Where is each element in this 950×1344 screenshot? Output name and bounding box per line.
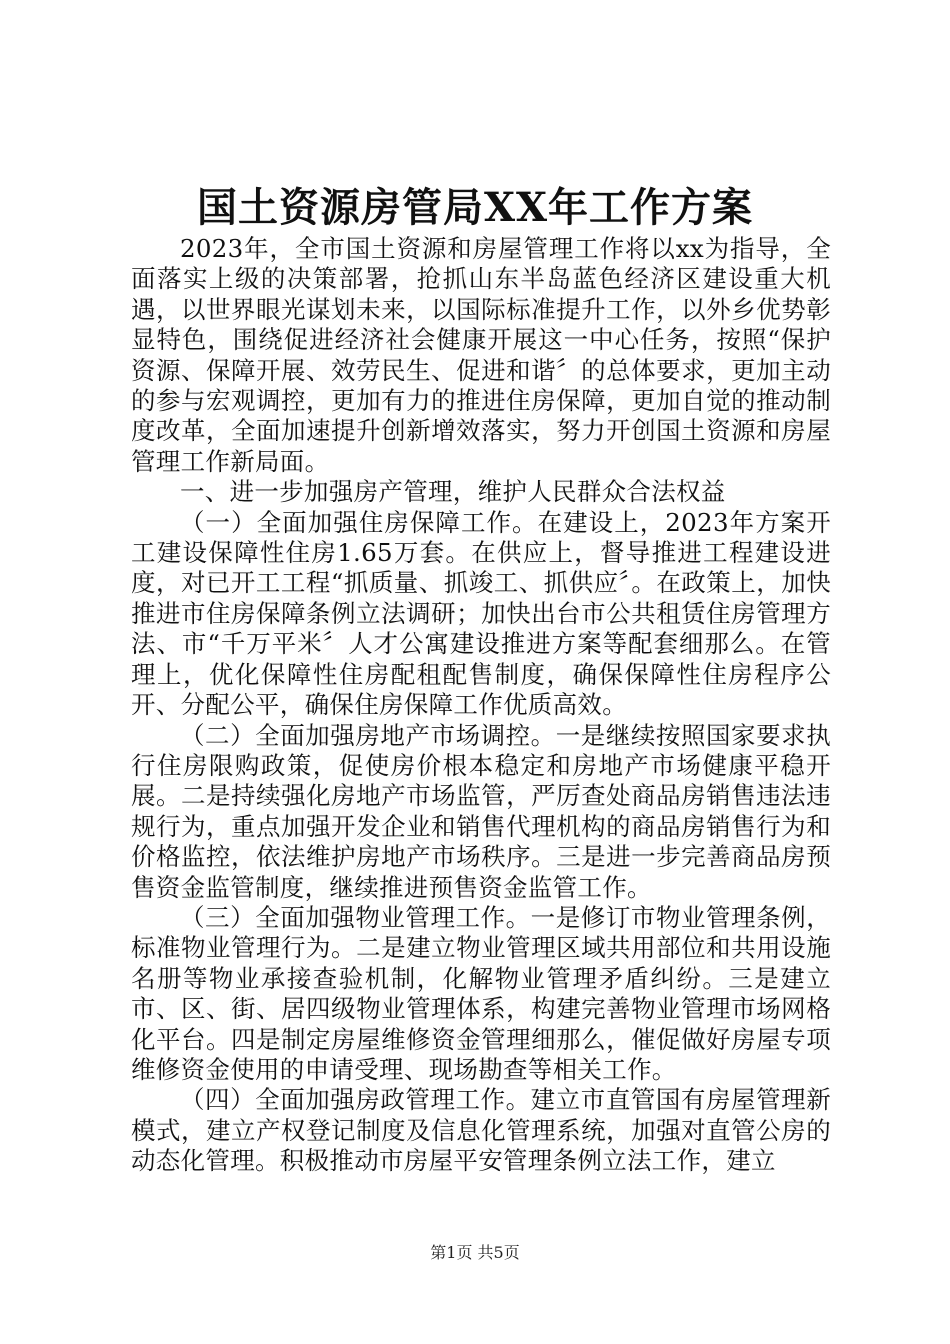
document-title: 国土资源房管局XX年工作方案 [196, 184, 754, 231]
page-number: 第1页 共5页 [430, 1243, 520, 1262]
paragraph-intro: 2023年，全市国土资源和房屋管理工作将以xx为指导，全面落实上级的决策部署，抢抓山东半岛蓝色经济区建设重大机遇，以世界眼光谋划未来，以国际标准提升工作，以外乡优势彰显特色，围绕促进经济社会健康开展这一中心任务，按照“保护资源、保障开展、效劳民生、促进和谐〞的总体要求，更加主动的参与宏观调控，更加有力的推进住房保障，更加自觉的推动制度改革，全面加速提升创新增效落实，努力开创国土资源和房屋管理工作新局面。 [131, 234, 832, 476]
document-body [131, 234, 831, 1177]
section-heading-1: 一、进一步加强房产管理，维护人民群众合法权益 [180, 477, 726, 507]
paragraph-housing-security: （一）全面加强住房保障工作。在建设上，2023年方案开工建设保障性住房1.65万套。在供应上，督导推进工程建设进度，对已开工工程“抓质量、抓竣工、抓供应〞。在政策上，加快推进市住房保障条例立法调研；加快出台市公共租赁住房管理方法、市“千万平米〞人才公寓建设推进方案等配套细那么。在管理上，优化保障性住房配租配售制度，确保保障性住房程序公开、分配公平，确保住房保障工作优质高效。 [131, 507, 831, 720]
paragraph-market-regulation: （二）全面加强房地产市场调控。一是继续按照国家要求执行住房限购政策，促使房价根本稳定和房地产市场健康平稳开展。二是持续强化房地产市场监管，严厉查处商品房销售违法违规行为，重点加强开发企业和销售代理机构的商品房销售行为和价格监控，依法维护房地产市场秩序。三是进一步完善商品房预售资金监管制度，继续推进预售资金监管工作。 [131, 720, 831, 902]
paragraph-property-management: （三）全面加强物业管理工作。一是修订市物业管理条例，标准物业管理行为。二是建立物业管理区域共用部位和共用设施名册等物业承接查验机制，化解物业管理矛盾纠纷。三是建立市、区、街、居四级物业管理体系，构建完善物业管理市场网格化平台。四是制定房屋维修资金管理细那么，催促做好房屋专项维修资金使用的申请受理、现场勘查等相关工作。 [131, 902, 831, 1084]
paragraph-public-housing: （四）全面加强房政管理工作。建立市直管国有房屋管理新模式，建立产权登记制度及信息化管理系统，加强对直管公房的动态化管理。积极推动市房屋平安管理条例立法工作，建立 [131, 1085, 831, 1176]
